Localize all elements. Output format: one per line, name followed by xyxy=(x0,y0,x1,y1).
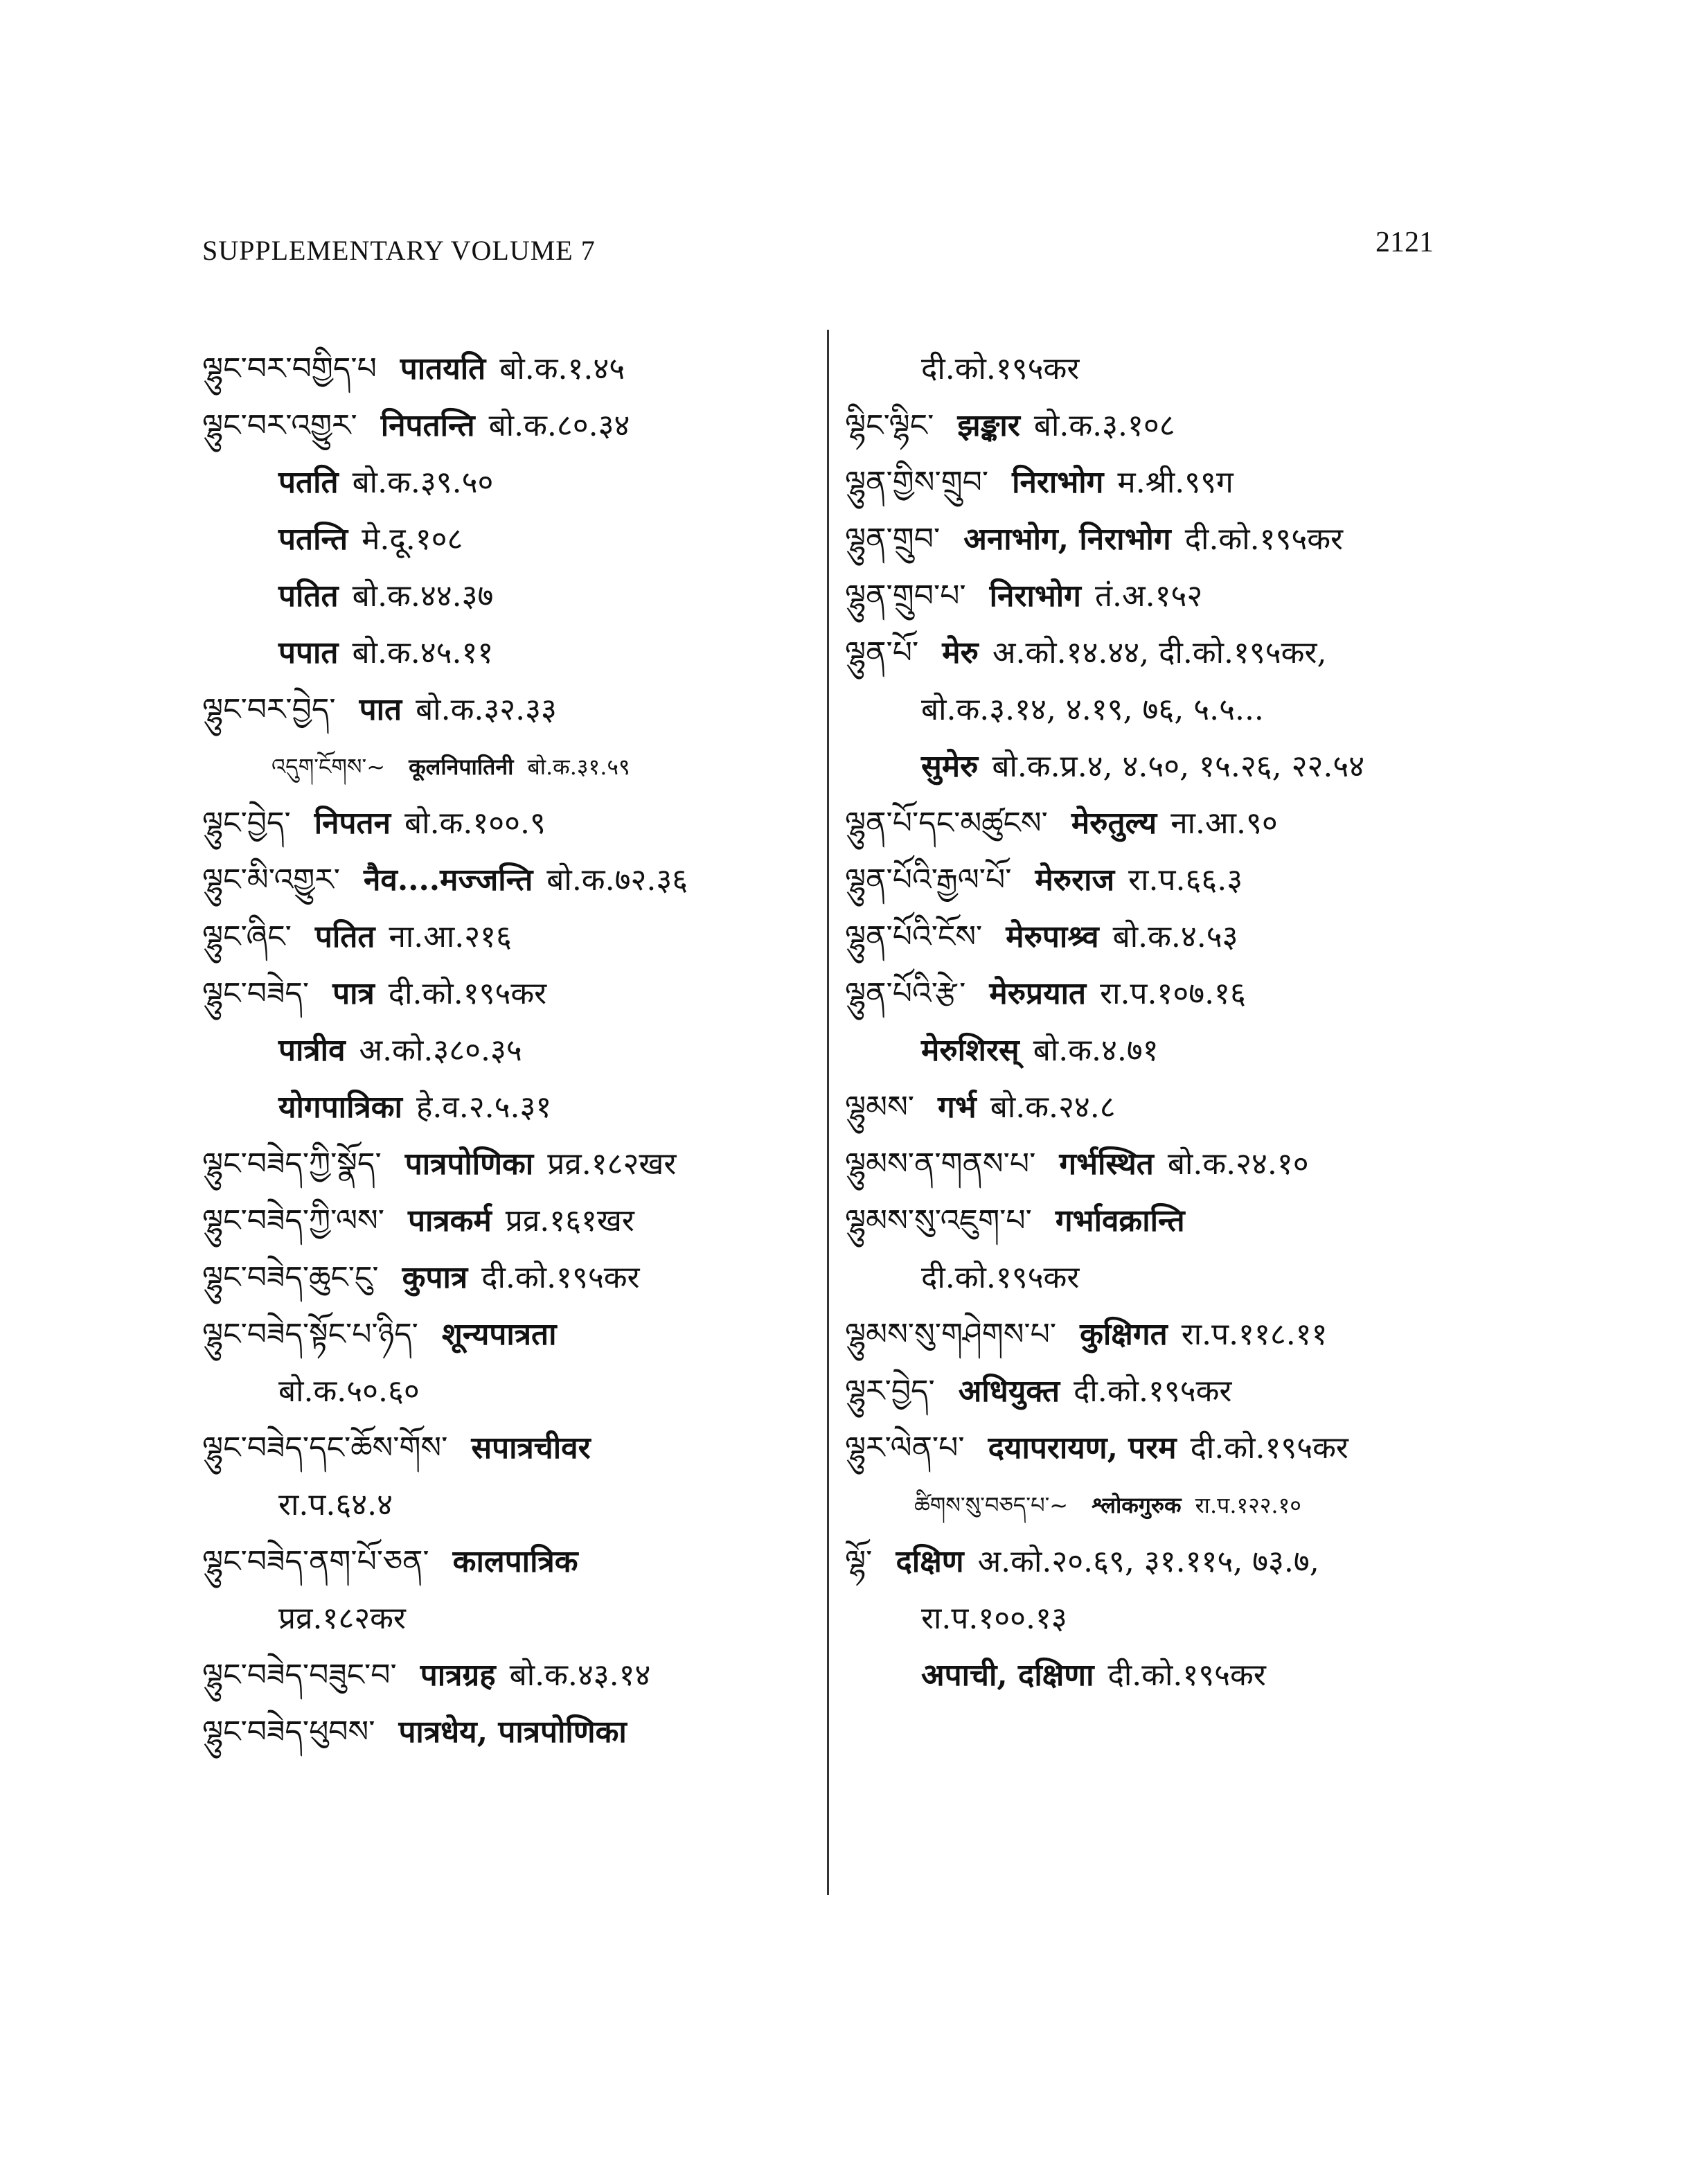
source-reference: दी.को.१९५कर xyxy=(1184,522,1344,557)
source-reference: बो.क.४३.१४ xyxy=(509,1658,651,1693)
tibetan-headword: ལྷོ་ xyxy=(845,1544,873,1579)
dictionary-entry xyxy=(202,568,812,625)
sanskrit-equivalent: मेरुराज xyxy=(1035,862,1115,898)
dictionary-entry xyxy=(202,1079,812,1136)
running-header: SUPPLEMENTARY VOLUME 7 xyxy=(202,235,596,266)
source-reference: प्रव्र.१८२खर xyxy=(547,1146,677,1182)
source-reference: दी.को.१९५कर xyxy=(481,1260,640,1295)
sanskrit-equivalent: सपात्रचीवर xyxy=(471,1430,591,1466)
tibetan-headword: ལྷུམས་ xyxy=(845,1090,915,1125)
source-reference: दी.को.१९५कर xyxy=(388,976,547,1011)
dictionary-entry xyxy=(845,738,1503,795)
dictionary-entry xyxy=(845,1477,1503,1534)
sanskrit-equivalent: झङ्कार xyxy=(957,408,1020,443)
dictionary-entry xyxy=(202,1534,812,1590)
dictionary-entry xyxy=(202,511,812,568)
dictionary-entry xyxy=(202,909,812,966)
dictionary-entry xyxy=(845,568,1503,625)
dictionary-entry xyxy=(845,1647,1503,1704)
sanskrit-equivalent: अधियुक्त xyxy=(958,1374,1060,1409)
source-reference: बो.क.४.५३ xyxy=(1112,919,1238,955)
sanskrit-equivalent: मेरु xyxy=(942,635,979,671)
dictionary-entry xyxy=(845,852,1503,909)
source-reference: रा.प.६६.३ xyxy=(1128,862,1243,898)
sanskrit-equivalent: निराभोग xyxy=(1012,465,1104,500)
source-reference: रा.प.१०७.१६ xyxy=(1100,976,1246,1011)
sanskrit-equivalent: पातयति xyxy=(400,351,486,387)
sanskrit-equivalent: शून्यपात्रता xyxy=(441,1317,557,1352)
source-reference: बो.क.३१.५९ xyxy=(527,754,630,780)
tibetan-headword: ཚིགས་སུ་བཅད་པ་~ xyxy=(914,1492,1069,1518)
sanskrit-equivalent: नैव....मज्जन्ति xyxy=(363,862,533,898)
tibetan-headword: ལྷུང་བར་བྱེད་ xyxy=(202,692,336,727)
sanskrit-equivalent: मेरुपाश्र्व xyxy=(1006,919,1099,955)
source-reference: बो.क.३.१०८ xyxy=(1033,408,1175,443)
source-reference: बो.क.५०.६० xyxy=(278,1374,420,1409)
dictionary-entry xyxy=(845,1534,1503,1590)
tibetan-headword: ལྷུང་བཟེད་ xyxy=(202,976,310,1011)
sanskrit-equivalent: पात्रधेय, पात्रपोणिका xyxy=(398,1714,627,1750)
sanskrit-equivalent: पात्रपोणिका xyxy=(404,1146,534,1182)
tibetan-headword: ལྷུང་བཟེད་སྟོང་པ་ཉིད་ xyxy=(202,1317,418,1352)
tibetan-headword: ལྷུན་པོའི་རྩེ་ xyxy=(845,976,966,1011)
source-reference: प्रव्र.१८२कर xyxy=(278,1601,406,1636)
dictionary-entry xyxy=(202,625,812,682)
tibetan-headword: ལྷུང་མི་འགྱུར་ xyxy=(202,862,340,898)
sanskrit-equivalent: पात्रकर्म xyxy=(408,1203,492,1239)
tibetan-headword: འདུག་ངོགས་~ xyxy=(271,754,386,780)
source-reference: बो.क.१.४५ xyxy=(499,351,625,387)
dictionary-entry xyxy=(202,1647,812,1704)
source-reference: बो.क.३.१४, ४.१९, ७६, ५.५... xyxy=(921,692,1264,727)
dictionary-entry xyxy=(845,511,1503,568)
dictionary-entry xyxy=(202,1022,812,1079)
source-reference: बो.क.४.७१ xyxy=(1033,1033,1159,1068)
dictionary-entry xyxy=(202,795,812,852)
sanskrit-equivalent: श्लोकगुरुक xyxy=(1092,1492,1182,1518)
tibetan-headword: ལྷུམས་སུ་འཇུག་པ་ xyxy=(845,1203,1032,1239)
source-reference: रा.प.६४.४ xyxy=(278,1487,393,1522)
source-reference: रा.प.१००.१३ xyxy=(921,1601,1067,1636)
sanskrit-equivalent: मेरुतुल्य xyxy=(1071,806,1157,841)
dictionary-entry xyxy=(202,1136,812,1193)
sanskrit-equivalent: सुमेरु xyxy=(921,749,979,784)
sanskrit-equivalent: मेरुशिरस् xyxy=(921,1033,1019,1068)
sanskrit-equivalent: पतित xyxy=(278,578,339,614)
dictionary-entry xyxy=(845,1079,1503,1136)
tibetan-headword: ལྷུམས་ན་གནས་པ་ xyxy=(845,1146,1036,1182)
tibetan-headword: ལྷུང་བཟེད་བཟུང་བ་ xyxy=(202,1658,397,1693)
source-reference: दी.को.१९५कर xyxy=(1190,1430,1348,1466)
dictionary-entry xyxy=(202,966,812,1022)
dictionary-entry xyxy=(202,398,812,454)
page-number: 2121 xyxy=(1375,227,1434,258)
sanskrit-equivalent: अनाभोग, निराभोग xyxy=(963,522,1171,557)
tibetan-headword: ལྷུར་བྱེད་ xyxy=(845,1374,935,1409)
sanskrit-equivalent: गर्भ xyxy=(938,1090,977,1125)
sanskrit-equivalent: पपात xyxy=(278,635,339,671)
tibetan-headword: ལྷུང་བཟེད་ཀྱི་སྣོད་ xyxy=(202,1146,382,1182)
sanskrit-equivalent: कुपात्र xyxy=(402,1260,468,1295)
source-reference: दी.को.१९५कर xyxy=(921,1260,1080,1295)
tibetan-headword: ལྷུན་པོའི་རྒྱལ་པོ་ xyxy=(845,862,1012,898)
source-reference: बो.क.१००.९ xyxy=(404,806,546,841)
sanskrit-equivalent: पात्रीव xyxy=(278,1033,346,1068)
tibetan-headword: ལྷུང་བར་འགྱུར་ xyxy=(202,408,357,443)
dictionary-entry xyxy=(845,1590,1503,1647)
tibetan-headword: ལྷུན་པོ་ xyxy=(845,635,919,671)
dictionary-entry xyxy=(845,341,1503,398)
source-reference: बो.क.७२.३६ xyxy=(546,862,688,898)
dictionary-entry xyxy=(845,1420,1503,1477)
source-reference: बो.क.३२.३३ xyxy=(416,692,557,727)
source-reference: बो.क.३९.५० xyxy=(352,465,494,500)
dictionary-entry xyxy=(202,1704,812,1761)
left-column xyxy=(202,341,812,1761)
source-reference: बो.क.२४.१० xyxy=(1167,1146,1309,1182)
dictionary-entry xyxy=(202,1363,812,1420)
source-reference: अ.को.१४.४४, दी.को.१९५कर, xyxy=(992,635,1327,671)
sanskrit-equivalent: निपतन्ति xyxy=(380,408,475,443)
dictionary-entry xyxy=(202,852,812,909)
tibetan-headword: ལྷུང་བཟེད་ནག་པོ་ཅན་ xyxy=(202,1544,429,1579)
sanskrit-equivalent: निपतन xyxy=(314,806,391,841)
source-reference: दी.को.१९५कर xyxy=(921,351,1080,387)
sanskrit-equivalent: योगपात्रिका xyxy=(278,1090,402,1125)
tibetan-headword: ལྷུང་བཟེད་ཀྱི་ལས་ xyxy=(202,1203,384,1239)
source-reference: प्रव्र.१६१खर xyxy=(505,1203,634,1239)
dictionary-entry xyxy=(845,795,1503,852)
tibetan-headword: ལྷིང་ལྷིང་ xyxy=(845,408,934,443)
dictionary-entry xyxy=(845,1250,1503,1306)
dictionary-entry xyxy=(202,1420,812,1477)
tibetan-headword: ལྷུར་ལེན་པ་ xyxy=(845,1430,965,1466)
sanskrit-equivalent: अपाची, दक्षिणा xyxy=(921,1658,1094,1693)
source-reference: तं.अ.१५२ xyxy=(1094,578,1203,614)
sanskrit-equivalent: पात्र xyxy=(332,976,375,1011)
tibetan-headword: ལྷུང་བྱེད་ xyxy=(202,806,291,841)
sanskrit-equivalent: पात्रग्रह xyxy=(420,1658,496,1693)
sanskrit-equivalent: कुक्षिगत xyxy=(1080,1317,1168,1352)
dictionary-entry xyxy=(202,1477,812,1534)
sanskrit-equivalent: निराभोग xyxy=(989,578,1081,614)
source-reference: बो.क.प्र.४, ४.५०, १५.२६, २२.५४ xyxy=(992,749,1365,784)
tibetan-headword: ལྷུན་གྲུབ་ xyxy=(845,522,941,557)
dictionary-entry xyxy=(845,1136,1503,1193)
sanskrit-equivalent: गर्भस्थित xyxy=(1059,1146,1154,1182)
tibetan-headword: ལྷུང་བཟེད་ཆུང་ངུ་ xyxy=(202,1260,379,1295)
dictionary-entry xyxy=(845,1022,1503,1079)
dictionary-entry xyxy=(845,454,1503,511)
source-reference: बो.क.४५.११ xyxy=(352,635,494,671)
source-reference: अ.को.२०.६९, ३१.११५, ७३.७, xyxy=(977,1544,1319,1579)
dictionary-entry xyxy=(202,1193,812,1250)
tibetan-headword: ལྷུན་གྱིས་གྲུབ་ xyxy=(845,465,989,500)
sanskrit-equivalent: कूलनिपातिनी xyxy=(409,754,514,780)
source-reference: रा.प.११८.११ xyxy=(1181,1317,1328,1352)
dictionary-entry xyxy=(845,625,1503,682)
tibetan-headword: ལྷུན་པོའི་ངོས་ xyxy=(845,919,983,955)
dictionary-entry xyxy=(845,966,1503,1022)
dictionary-entry xyxy=(845,1193,1503,1250)
source-reference: दी.को.१९५कर xyxy=(1107,1658,1266,1693)
dictionary-entry xyxy=(202,341,812,398)
source-reference: म.श्री.९९ग xyxy=(1117,465,1234,500)
dictionary-entry xyxy=(202,454,812,511)
tibetan-headword: ལྷུང་ཞིང་ xyxy=(202,919,292,955)
source-reference: हे.व.२.५.३१ xyxy=(416,1090,552,1125)
right-column xyxy=(845,341,1503,1704)
tibetan-headword: ལྷུན་གྲུབ་པ་ xyxy=(845,578,966,614)
sanskrit-equivalent: पतन्ति xyxy=(278,522,348,557)
tibetan-headword: ལྷུམས་སུ་གཤེགས་པ་ xyxy=(845,1317,1057,1352)
column-divider xyxy=(827,330,829,1895)
source-reference: ना.आ.९० xyxy=(1170,806,1278,841)
sanskrit-equivalent: पतति xyxy=(278,465,339,500)
dictionary-entry xyxy=(845,909,1503,966)
dictionary-entry xyxy=(202,682,812,738)
source-reference: बो.क.२४.८ xyxy=(990,1090,1116,1125)
dictionary-entry xyxy=(845,682,1503,738)
tibetan-headword: ལྷུན་པོ་དང་མཚུངས་ xyxy=(845,806,1048,841)
dictionary-entry xyxy=(202,1306,812,1363)
source-reference: बो.क.४४.३७ xyxy=(352,578,494,614)
dictionary-entry xyxy=(845,1363,1503,1420)
dictionary-entry xyxy=(202,1250,812,1306)
sanskrit-equivalent: गर्भावक्रान्ति xyxy=(1055,1203,1185,1239)
dictionary-entry xyxy=(845,398,1503,454)
source-reference: बो.क.८०.३४ xyxy=(488,408,630,443)
sanskrit-equivalent: पात xyxy=(359,692,402,727)
dictionary-entry xyxy=(845,1306,1503,1363)
sanskrit-equivalent: कालपात्रिक xyxy=(452,1544,578,1579)
sanskrit-equivalent: मेरुप्रयात xyxy=(989,976,1087,1011)
source-reference: दी.को.१९५कर xyxy=(1074,1374,1232,1409)
source-reference: रा.प.१२२.१० xyxy=(1195,1492,1301,1518)
tibetan-headword: ལྷུང་བཟེད་དང་ཆོས་གོས་ xyxy=(202,1430,448,1466)
source-reference: मे.दू.१०८ xyxy=(362,522,463,557)
sanskrit-equivalent: दक्षिण xyxy=(896,1544,964,1579)
dictionary-entry xyxy=(202,1590,812,1647)
tibetan-headword: ལྷུང་བར་བགྱིད་པ xyxy=(202,351,377,387)
sanskrit-equivalent: पतित xyxy=(314,919,375,955)
sanskrit-equivalent: दयापरायण, परम xyxy=(988,1430,1177,1466)
tibetan-headword: ལྷུང་བཟེད་ཕུབས་ xyxy=(202,1714,375,1750)
dictionary-entry xyxy=(202,738,812,795)
source-reference: अ.को.३८०.३५ xyxy=(359,1033,522,1068)
source-reference: ना.आ.२१६ xyxy=(389,919,512,955)
